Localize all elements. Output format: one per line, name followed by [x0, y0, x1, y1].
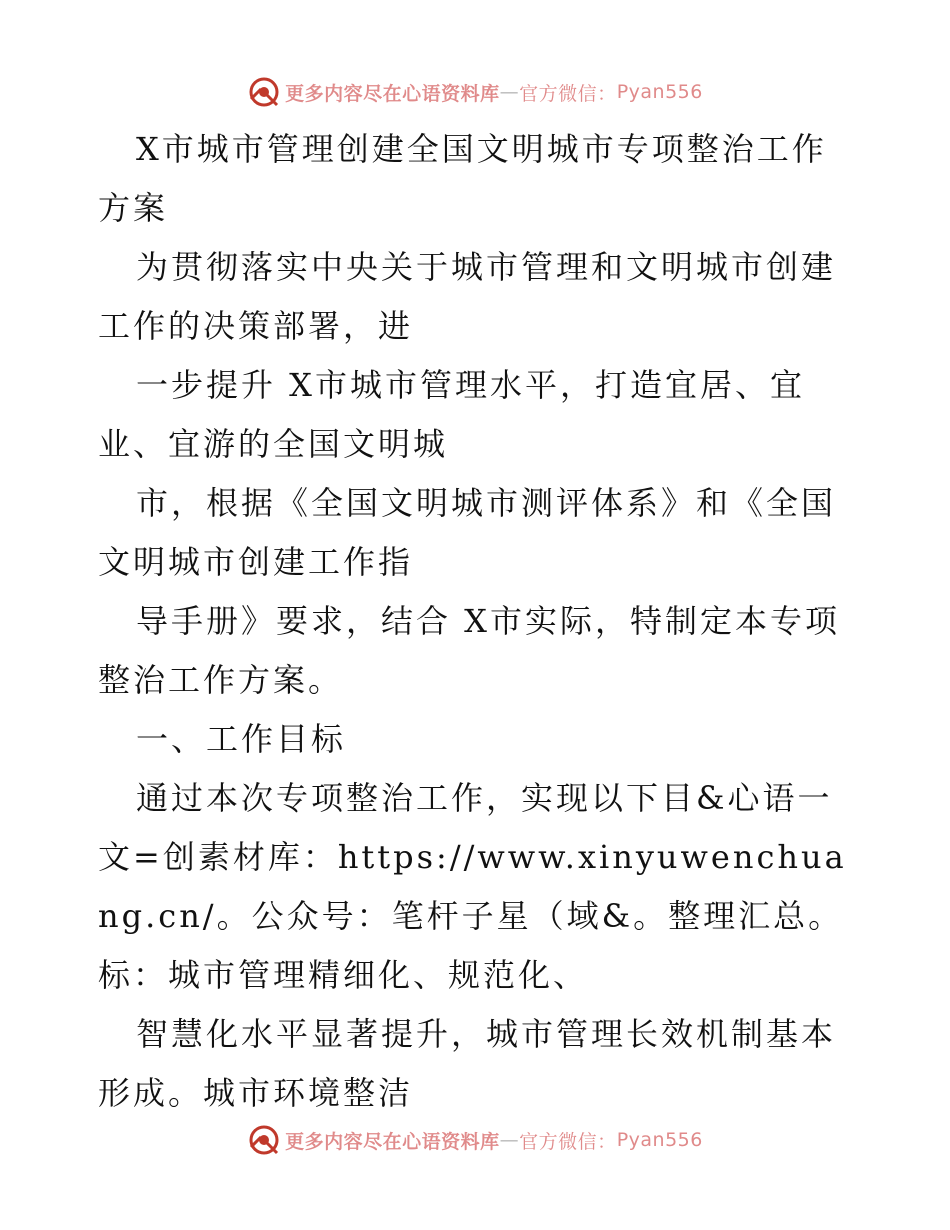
document-body: [98, 120, 854, 1123]
banner-official-label: 官方微信：: [519, 1130, 617, 1153]
paragraph: 通过本次专项整治工作，实现以下目&心语一文=创素材库：https://www.xinyuwenchuang.cn/。公众号：笔杆子星（域&。整理汇总。标：城市管理精细化、规范化、: [98, 779, 847, 994]
paragraph: 一步提升 X市城市管理水平，打造宜居、宜业、宜游的全国文明城: [98, 366, 805, 463]
paragraph: 导手册》要求，结合 X市实际，特制定本专项整治工作方案。: [98, 602, 840, 699]
banner-wechat-id: Pyan556: [616, 1129, 703, 1151]
banner-wechat-id: Pyan556: [616, 81, 703, 103]
section-heading: 一、工作目标: [136, 720, 347, 758]
banner-dash: —: [499, 1129, 520, 1151]
logo-icon: [247, 1123, 281, 1157]
logo-icon: [247, 75, 281, 109]
paragraph: 为贯彻落实中央关于城市管理和文明城市创建工作的决策部署，进: [98, 248, 837, 345]
header-banner: [0, 72, 950, 112]
footer-banner: [0, 1120, 950, 1160]
banner-official-label: 官方微信：: [519, 82, 617, 105]
banner-dash: —: [499, 81, 520, 103]
paragraph: 市，根据《全国文明城市测评体系》和《全国文明城市创建工作指: [98, 484, 837, 581]
banner-main-text: 更多内容尽在心语资料库: [285, 1130, 500, 1153]
paragraph: 智慧化水平显著提升，城市管理长效机制基本形成。城市环境整洁: [98, 1015, 837, 1112]
document-title: X市城市管理创建全国文明城市专项整治工作方案: [98, 130, 827, 227]
banner-main-text: 更多内容尽在心语资料库: [285, 82, 500, 105]
